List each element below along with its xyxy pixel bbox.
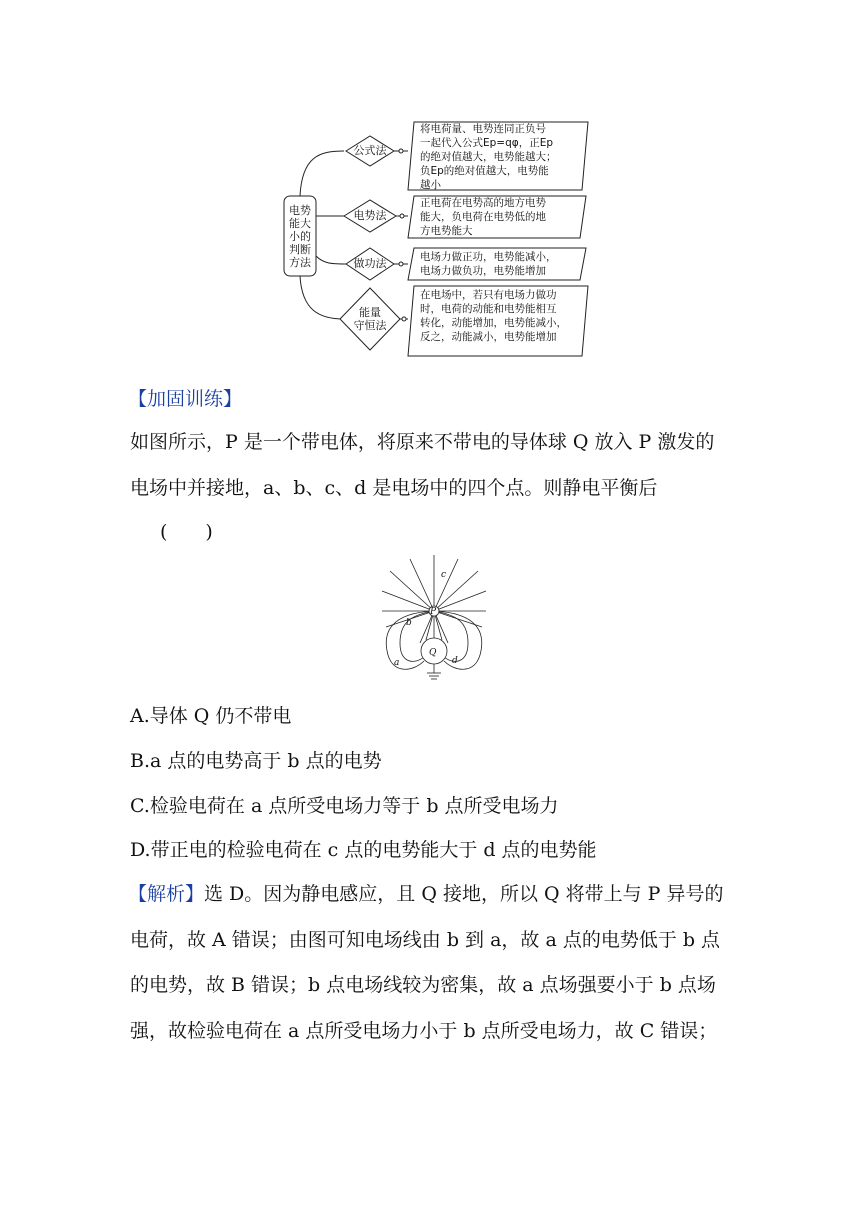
label-p: P	[430, 607, 437, 617]
method-desc-4: 在电场中，若只有电场力做功 时，电荷的动能和电势能相互 转化，动能增加，电势能减小， 反之，动能减小，电势能增加	[420, 289, 567, 343]
analysis-text-1: 选 D。因为静电感应，且 Q 接地，所以 Q 将带上与 P 异号的	[204, 883, 724, 905]
question-line-2: 电场中并接地，a、b、c、d 是电场中的四个点。则静电平衡后	[130, 477, 658, 499]
method-name-3: 做功法	[353, 257, 387, 270]
method-name-1: 公式法	[353, 144, 387, 157]
option-c: C.检验电荷在 a 点所受电场力等于 b 点所受电场力	[130, 795, 559, 817]
label-d: d	[452, 656, 458, 666]
method-desc-1: 将电荷量、电势连同正负号 一起代入公式Ep=qφ，正Ep 的绝对值越大，电势能越大； 负Ep的绝对值越大，电势能 越小	[420, 123, 557, 191]
analysis-line-3: 的电势，故 B 错误；b 点电场线较为密集，故 a 点场强要小于 b 点场	[130, 974, 716, 996]
branch-4	[300, 276, 344, 319]
option-d: D.带正电的检验电荷在 c 点的电势能大于 d 点的电势能	[130, 839, 597, 861]
method-name-2: 电势法	[353, 209, 387, 222]
method-name-4: 能量 守恒法	[353, 306, 387, 332]
field-lines	[380, 553, 488, 685]
question-line-1: 如图所示，P 是一个带电体，将原来不带电的导体球 Q 放入 P 激发的	[130, 431, 715, 453]
branch-3	[316, 256, 348, 264]
label-b: b	[406, 618, 412, 628]
branch-1	[300, 151, 344, 196]
analysis-tag: 【解析】	[128, 883, 205, 905]
section-title: 【加固训练】	[128, 388, 243, 410]
method-desc-3: 电场力做正功，电势能减小， 电场力做负功，电势能增加	[420, 251, 557, 277]
label-c: c	[441, 570, 447, 580]
label-q: Q	[429, 648, 437, 658]
answer-blank: ( )	[160, 521, 213, 543]
label-a: a	[394, 658, 400, 668]
method-desc-2: 正电荷在电势高的地方电势 能大，负电荷在电势低的地 方电势能大	[420, 197, 546, 237]
option-a: A.导体 Q 仍不带电	[130, 705, 292, 727]
electric-field-figure	[380, 553, 488, 685]
analysis-line-1	[128, 882, 723, 906]
analysis-line-2: 电荷，故 A 错误；由图可知电场线由 b 到 a，故 a 点的电势低于 b 点	[130, 929, 721, 951]
root-label: 电势 能大 小的 判断 方法	[289, 204, 311, 269]
judgement-methods-diagram	[280, 116, 590, 364]
option-b: B.a 点的电势高于 b 点的电势	[130, 750, 382, 772]
analysis-line-4: 强，故检验电荷在 a 点所受电场力小于 b 点所受电场力，故 C 错误；	[130, 1020, 718, 1042]
